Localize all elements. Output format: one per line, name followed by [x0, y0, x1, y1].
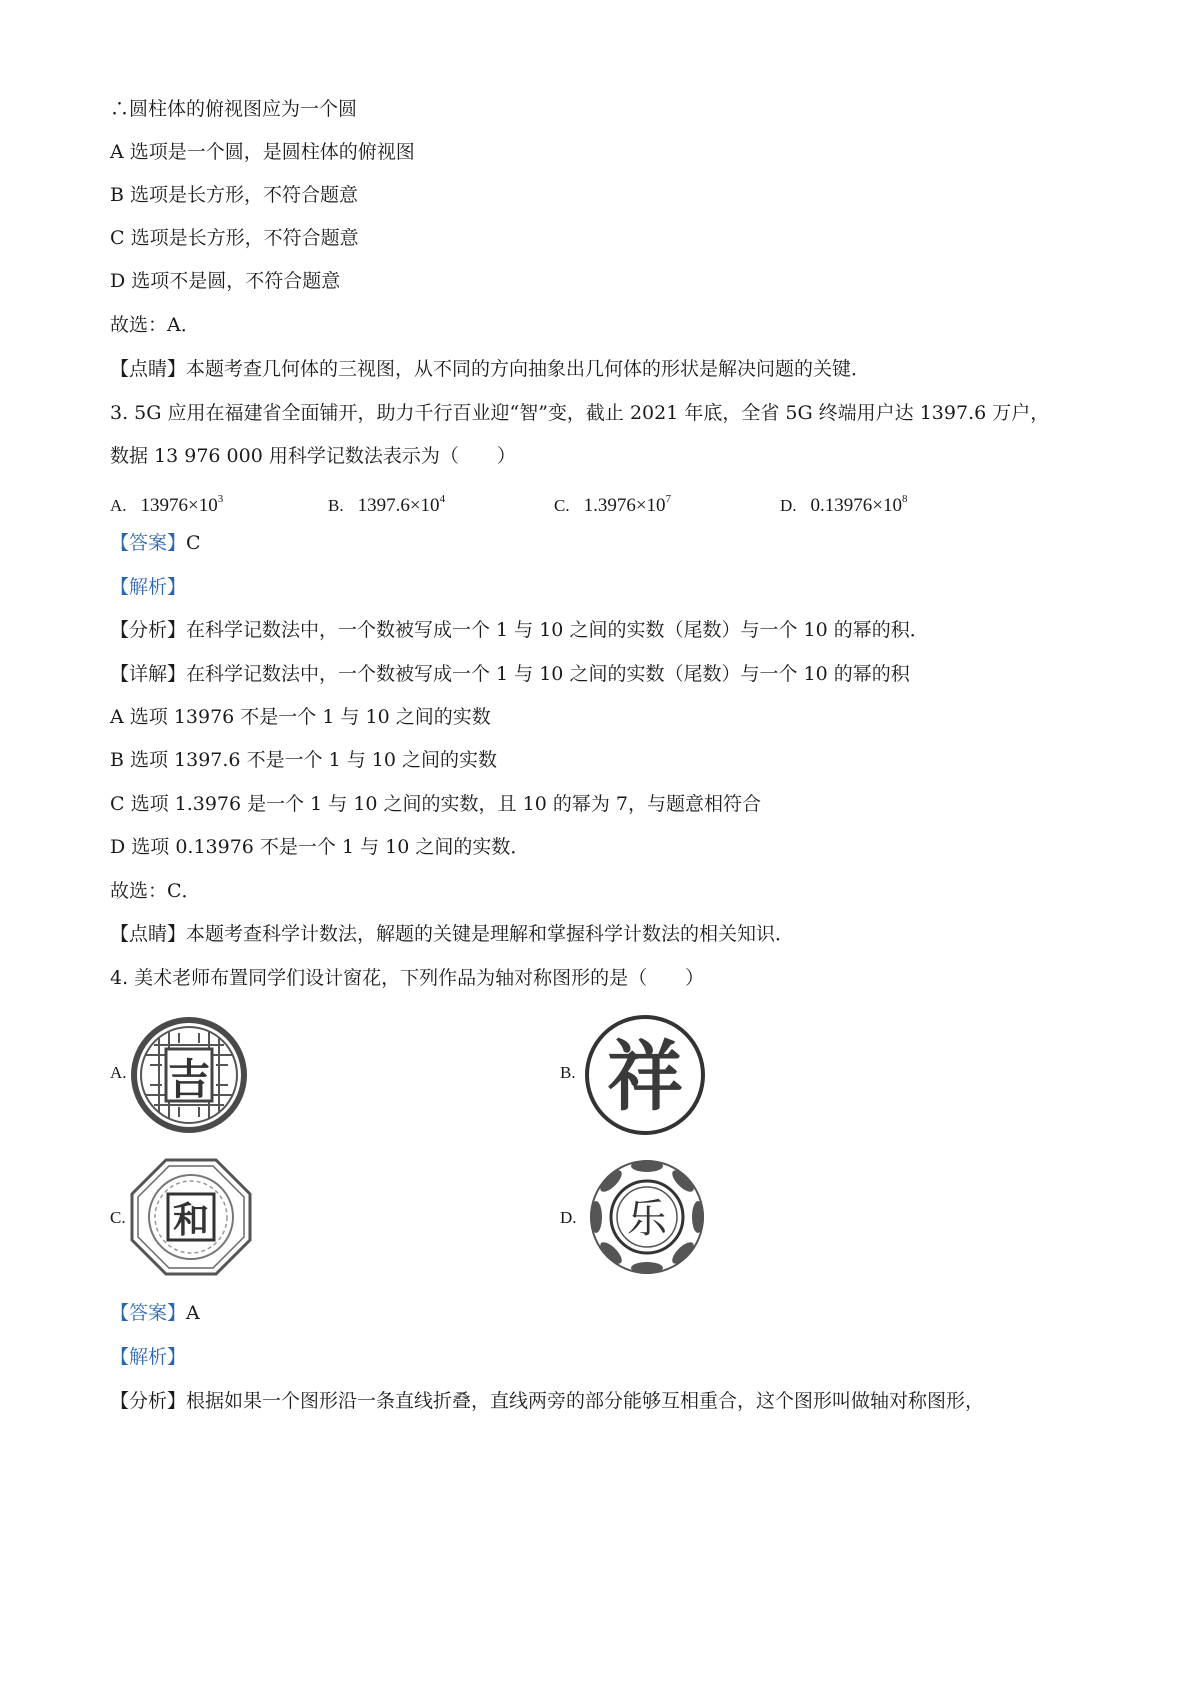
text-line: A 选项 13976 不是一个 1 与 10 之间的实数: [110, 706, 491, 728]
figure-b-xiang-papercut: [584, 1013, 706, 1137]
comment-line: [110, 921, 794, 947]
fenxi-tag: 【分析】: [110, 1390, 187, 1412]
option-letter: D.: [780, 496, 797, 515]
fenxi-line: [110, 617, 929, 643]
xiangjie-text: 在科学记数法中，一个数被写成一个 1 与 10 之间的实数（尾数）与一个 10 的幂的积: [186, 663, 910, 685]
analysis-tag: 【解析】: [110, 1346, 187, 1368]
option-c: [554, 486, 671, 519]
text-line: D 选项 0.13976 不是一个 1 与 10 之间的实数．: [110, 836, 530, 858]
svg-text:祥: 祥: [607, 1032, 683, 1121]
answer-tag: 【答案】: [110, 1302, 187, 1324]
option-value: 13976×10: [140, 495, 218, 516]
comment-line: [110, 356, 870, 382]
xiangjie-tag: 【详解】: [110, 663, 187, 685]
text-line: ∴圆柱体的俯视图应为一个圆: [110, 98, 358, 120]
analysis-tag: 【解析】: [110, 576, 187, 598]
option-value: 1397.6×10: [357, 495, 440, 516]
svg-text:吉: 吉: [167, 1055, 211, 1104]
text-line: 故选：A．: [110, 314, 200, 336]
answer-tag: 【答案】: [110, 532, 187, 554]
option-a: [110, 486, 223, 519]
question-3-line-2: 数据 13 976 000 用科学记数法表示为（ ）: [110, 445, 516, 467]
answer-value: A: [186, 1302, 200, 1324]
text-line: D 选项不是圆，不符合题意: [110, 270, 341, 292]
option-letter: B.: [328, 496, 344, 515]
figure-label: C.: [110, 1208, 126, 1227]
figure-d-le-papercut: [584, 1156, 710, 1278]
fenxi-line: [110, 1388, 984, 1414]
option-exponent: 7: [665, 493, 672, 505]
option-letter: A.: [110, 496, 127, 515]
question-3-options: [110, 486, 1110, 516]
fenxi-tag: 【分析】: [110, 619, 187, 641]
dianjing-tag: 【点睛】: [110, 923, 187, 945]
svg-text:乐: 乐: [627, 1196, 667, 1242]
text-line: B 选项 1397.6 不是一个 1 与 10 之间的实数: [110, 749, 497, 771]
text-line: C 选项 1.3976 是一个 1 与 10 之间的实数，且 10 的幂为 7，与题意相符合: [110, 793, 761, 815]
dianjing-tag: 【点睛】: [110, 358, 187, 380]
answer-value: C: [186, 532, 201, 554]
figure-label: B.: [560, 1063, 576, 1082]
text-line: 故选：C．: [110, 880, 201, 902]
answer-line: [110, 530, 201, 556]
dianjing-text: 本题考查几何体的三视图，从不同的方向抽象出几何体的形状是解决问题的关键．: [186, 358, 871, 380]
text-line: C 选项是长方形，不符合题意: [110, 227, 359, 249]
fenxi-text: 在科学记数法中，一个数被写成一个 1 与 10 之间的实数（尾数）与一个 10 的幂的积．: [186, 619, 929, 641]
option-b: [328, 486, 445, 519]
option-letter: C.: [554, 496, 570, 515]
figure-label: D.: [560, 1208, 577, 1227]
question-4-line: 4. 美术老师布置同学们设计窗花，下列作品为轴对称图形的是（ ）: [110, 967, 705, 989]
option-exponent: 4: [439, 493, 446, 505]
answer-line: [110, 1300, 200, 1326]
figure-a-ji-papercut: [128, 1015, 250, 1135]
text-line: A 选项是一个圆，是圆柱体的俯视图: [110, 141, 415, 163]
svg-text:和: 和: [172, 1200, 210, 1241]
question-3-line-1: 3. 5G 应用在福建省全面铺开，助力千行百业迎“智”变，截止 2021 年底，全省 5G 终端用户达 1397.6 万户，: [110, 402, 1050, 424]
fenxi-text: 根据如果一个图形沿一条直线折叠，直线两旁的部分能够互相重合，这个图形叫做轴对称图形，: [186, 1390, 985, 1412]
option-exponent: 3: [217, 493, 224, 505]
option-d: [780, 486, 908, 519]
option-exponent: 8: [902, 493, 908, 505]
figure-c-he-papercut: [130, 1158, 252, 1276]
xiangjie-line: [110, 661, 910, 687]
option-value: 0.13976×10: [810, 495, 902, 516]
option-value: 1.3976×10: [583, 495, 666, 516]
dianjing-text: 本题考查科学计数法，解题的关键是理解和掌握科学计数法的相关知识．: [186, 923, 795, 945]
text-line: B 选项是长方形，不符合题意: [110, 184, 359, 206]
figure-label: A.: [110, 1063, 127, 1082]
